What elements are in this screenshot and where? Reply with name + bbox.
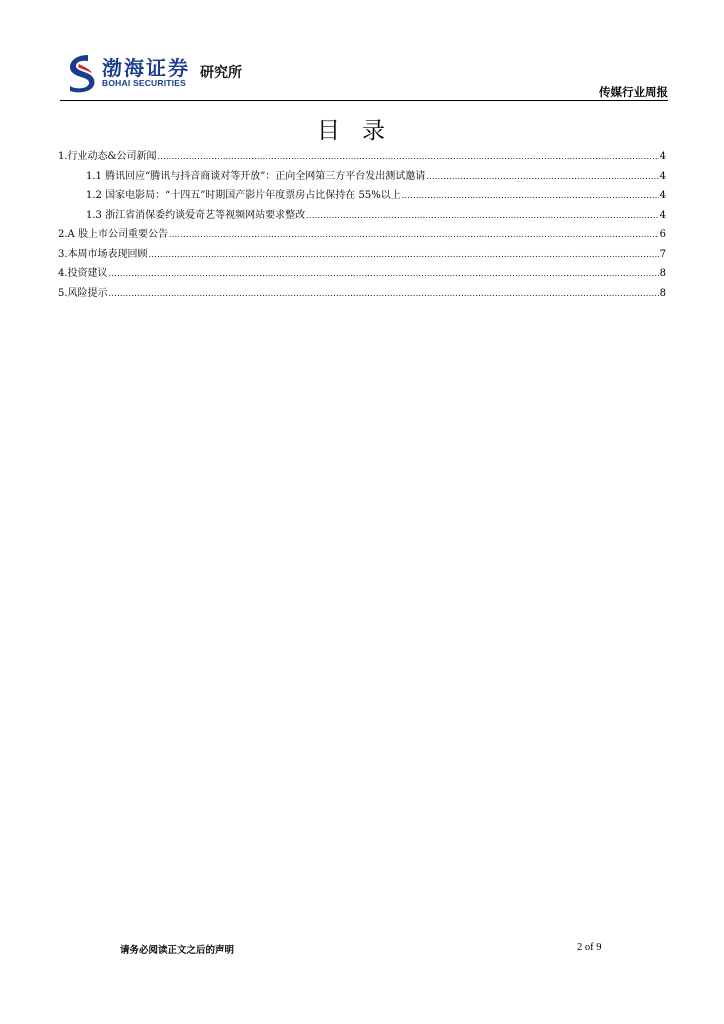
toc-entry-label: 2.A 股上市公司重要公告 xyxy=(58,229,168,240)
toc-entry-page: 6 xyxy=(659,229,666,240)
table-of-contents xyxy=(58,147,666,303)
toc-leader-dots xyxy=(306,206,659,226)
logo-chinese-name: 渤海证券 xyxy=(102,56,190,80)
toc-entry-page: 4 xyxy=(659,190,666,201)
toc-entry-label: 4.投资建议 xyxy=(58,268,108,279)
toc-entry-page: 4 xyxy=(659,209,666,221)
toc-entry[interactable] xyxy=(58,186,666,206)
toc-entry-label: 1.1 腾讯回应“腾讯与抖音商谈对等开放”：正向全网第三方平台发出测试邀请 xyxy=(86,170,426,182)
toc-leader-dots xyxy=(169,225,659,245)
page-number: 2 of 9 xyxy=(577,942,602,953)
toc-entry-page: 4 xyxy=(659,170,666,182)
toc-entry-page: 8 xyxy=(659,287,666,299)
toc-leader-dots xyxy=(426,167,658,187)
toc-entry-page: 8 xyxy=(659,268,666,279)
toc-entry[interactable] xyxy=(58,225,666,245)
toc-entry[interactable] xyxy=(58,284,666,304)
toc-entry-label: 5.风险提示 xyxy=(58,287,108,299)
toc-entry[interactable] xyxy=(58,264,666,284)
report-header xyxy=(60,50,668,102)
disclaimer-notice: 请务必阅读正文之后的声明 xyxy=(120,945,235,956)
logo-english-name: BOHAI SECURITIES xyxy=(102,78,186,88)
toc-leader-dots xyxy=(157,147,658,167)
toc-entry-label: 1.3 浙江省消保委约谈爱奇艺等视频网站要求整改 xyxy=(86,209,306,221)
toc-entry-page: 4 xyxy=(659,151,666,162)
bohai-logo-icon xyxy=(66,53,96,93)
toc-leader-dots xyxy=(402,186,659,206)
toc-entry[interactable] xyxy=(58,206,666,226)
toc-entry-page: 7 xyxy=(659,248,666,260)
toc-leader-dots xyxy=(109,284,659,304)
toc-leader-dots xyxy=(149,245,659,265)
toc-entry[interactable] xyxy=(58,147,666,167)
toc-leader-dots xyxy=(109,264,659,284)
institute-name: 研究所 xyxy=(200,65,242,81)
toc-entry-label: 3.本周市场表现回顾 xyxy=(58,248,148,260)
report-type-label: 传媒行业周报 xyxy=(599,85,668,99)
toc-title: 目录 xyxy=(317,118,407,144)
toc-entry-label: 1.2 国家电影局：“十四五”时期国产影片年度票房占比保持在 55%以上 xyxy=(86,190,401,201)
toc-entry-label: 1.行业动态&公司新闻 xyxy=(58,151,157,162)
header-divider xyxy=(60,100,668,101)
toc-entry[interactable] xyxy=(58,167,666,187)
toc-entry[interactable] xyxy=(58,245,666,265)
